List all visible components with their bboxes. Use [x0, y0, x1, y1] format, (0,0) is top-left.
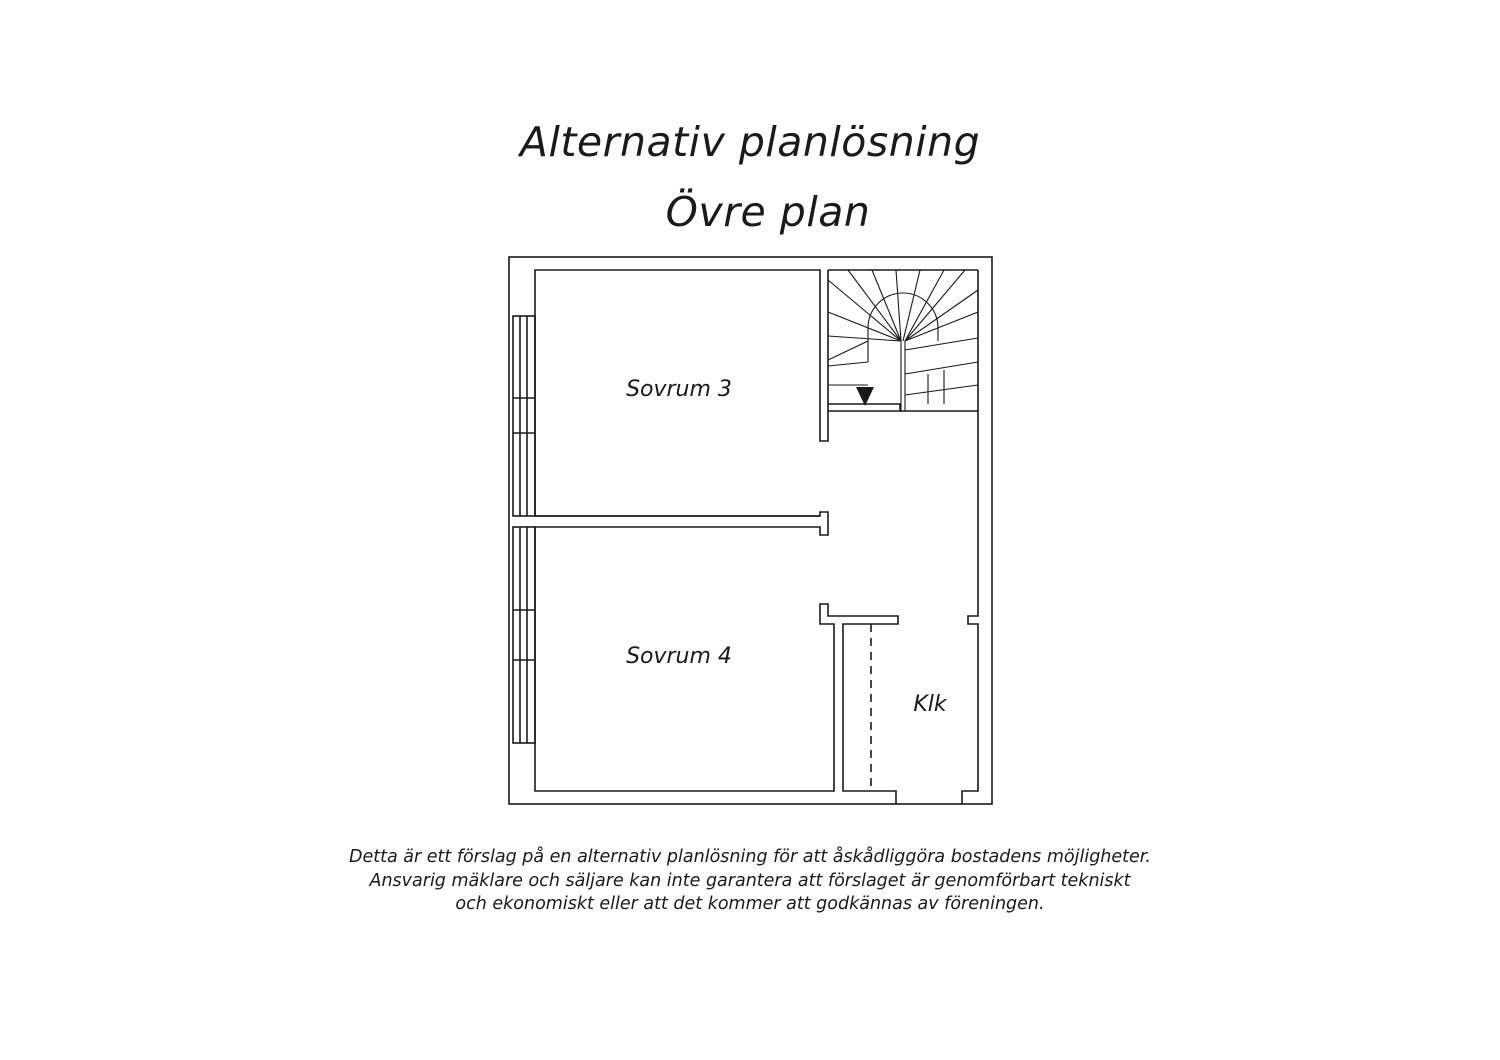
window-upper [513, 316, 535, 516]
hallway-walls [828, 270, 978, 804]
staircase [828, 270, 978, 411]
room-label-bedroom-3: Sovrum 3 [626, 377, 732, 402]
outer-wall [509, 257, 992, 804]
room-label-closet: Klk [913, 692, 947, 717]
stair-direction-arrow-icon [856, 387, 874, 406]
room-label-bedroom-4: Sovrum 4 [626, 644, 732, 669]
disclaimer-line-3: och ekonomiskt eller att det kommer att godkännas av föreningen. [455, 894, 1045, 914]
plan-title: Alternativ planlösning [519, 118, 981, 166]
disclaimer [0, 846, 1500, 917]
window-lower [513, 527, 535, 743]
floor-subtitle: Övre plan [665, 188, 871, 236]
partition-wall [535, 512, 828, 535]
disclaimer-line-1: Detta är ett förslag på en alternativ planlösning för att åskådliggöra bostadens möjligheter. [349, 847, 1151, 867]
disclaimer-line-2: Ansvarig mäklare och säljare kan inte garantera att förslaget är genomförbart tekniskt [369, 870, 1131, 891]
